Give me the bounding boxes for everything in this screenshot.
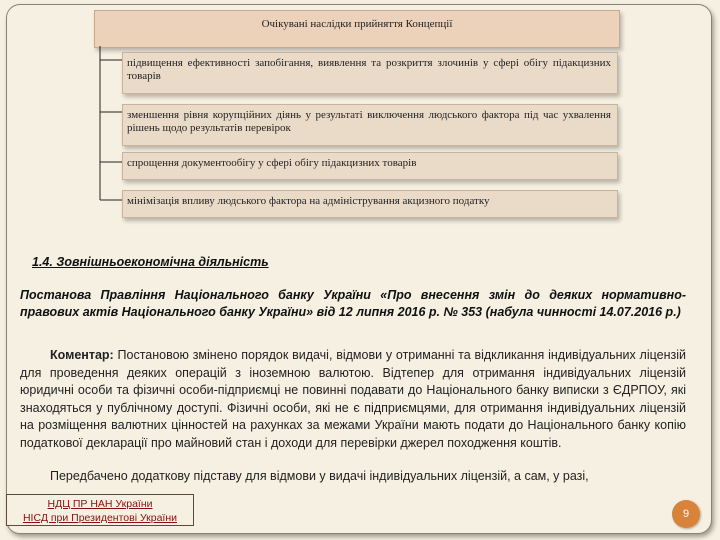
document-title: Постанова Правління Національного банку України «Про внесення змін до деяких нормативно-правових актів Національного банку України» від 12 липня 2016 р. № 353 (набула чинності 14.07.2016 р.): [20, 288, 686, 319]
footer-link-nisd[interactable]: НІСД при Президентові України: [22, 512, 178, 524]
footer-links: [6, 494, 194, 526]
footer-link-ndc[interactable]: НДЦ ПР НАН України: [47, 498, 153, 510]
comment-paragraph: [20, 347, 686, 452]
page-number: 9: [672, 500, 700, 528]
diagram-item-3: спрощення документообігу у сфері обігу підакцизних товарів: [122, 152, 618, 180]
diagram-title: Очікувані наслідки прийняття Концепції: [94, 10, 620, 48]
paragraph-2: Передбачено додаткову підставу для відмови у видачі індивідуальних ліцензій, а сам, у разі,: [50, 469, 589, 483]
comment-text: Постановою змінено порядок видачі, відмови у отриманні та відкликання індивідуальних ліцензій для проведення деяких операцій з іноземною валютою. Відтепер для отримання індивідуальних ліцензій юридичні особи та фізичні особи-підприємці не повинні подавати до Національного банку виписки з ЄДРПОУ, які знаходяться у публічному доступі. Фізичні особи, які не є підприємцями, для отримання індивідуальних ліцензій на розміщення валютних цінностей на рахунках за межами України мають подати до Національного банку копію податкової декларації про майновий стан і доходи для перевірки джерел походження коштів.: [20, 348, 686, 450]
diagram-item-4: мінімізація впливу людського фактора на адміністрування акцизного податку: [122, 190, 618, 218]
diagram-item-2: зменшення рівня корупційних діянь у результаті виключення людського фактора під час ухвалення рішень щодо результатів перевірок: [122, 104, 618, 146]
diagram-item-1: підвищення ефективності запобігання, виявлення та розкриття злочинів у сфері обігу підакцизних товарів: [122, 52, 618, 94]
section-title: 1.4. Зовнішньоекономічна діяльність: [32, 255, 269, 269]
comment-label: Коментар:: [50, 348, 114, 362]
